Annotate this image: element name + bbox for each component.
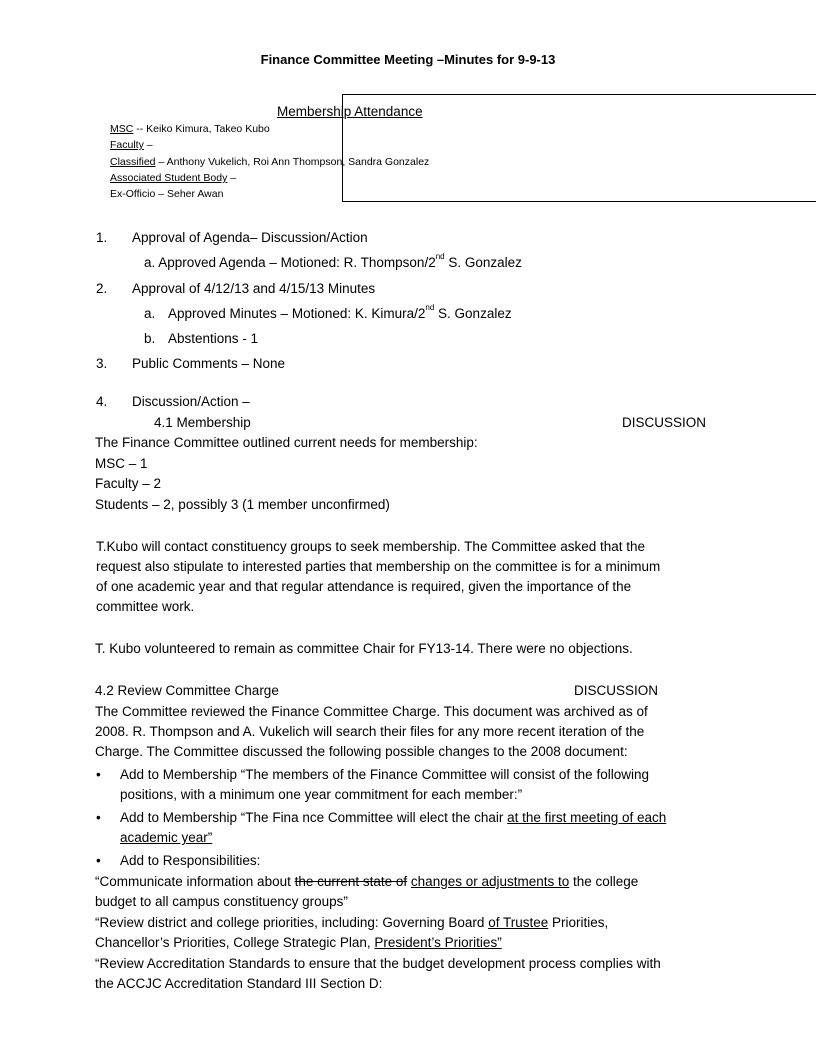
quote-line: budget to all campus constituency groups” xyxy=(95,894,348,909)
item-4-number: 4. xyxy=(96,394,108,409)
quote-line: “Review Accreditation Standards to ensure that the budget development process complies with xyxy=(95,956,661,971)
section-4-2-heading: 4.2 Review Committee Charge xyxy=(95,683,279,698)
membership-need: Faculty – 2 xyxy=(95,476,162,491)
document-title: Finance Committee Meeting –Minutes for 9-9-13 xyxy=(260,52,556,67)
quote-line: Chancellor’s Priorities, College Strategic Plan, President’s Priorities” xyxy=(95,935,502,950)
membership-intro: The Finance Committee outlined current needs for membership: xyxy=(95,435,478,450)
item-4-text: Discussion/Action – xyxy=(132,394,250,409)
attendance-label: MSC xyxy=(110,123,134,135)
paragraph-line: of one academic year and that regular attendance is required, given the importance of the xyxy=(96,579,632,594)
item-2b-letter: b. xyxy=(144,331,156,346)
item-2b-text: Abstentions - 1 xyxy=(168,331,259,346)
attendance-line-faculty xyxy=(110,139,153,151)
attendance-label: Classified xyxy=(110,156,156,168)
attendance-names: Ex-Officio – Seher Awan xyxy=(110,188,224,200)
bullet-text: Add to Membership “The Fina nce Committee will elect the chair at the first meeting of each xyxy=(120,810,667,825)
attendance-line-asb xyxy=(110,172,236,184)
attendance-label: Associated Student Body xyxy=(110,172,228,184)
section-4-1-heading: 4.1 Membership xyxy=(154,415,251,430)
bullet-text: Add to Membership “The members of the Finance Committee will consist of the following xyxy=(120,767,649,782)
item-1-number: 1. xyxy=(96,230,108,245)
quote-line: “Communicate information about the current state of changes or adjustments to the college xyxy=(95,874,639,889)
bullet-text: academic year” xyxy=(120,830,213,845)
item-2-text: Approval of 4/12/13 and 4/15/13 Minutes xyxy=(132,281,376,296)
attendance-names: -- Keiko Kimura, Takeo Kubo xyxy=(133,123,270,135)
paragraph-line: 2008. R. Thompson and A. Vukelich will search their files for any more recent iteration of the xyxy=(95,724,645,739)
item-2a-letter: a. xyxy=(144,306,156,321)
paragraph-line: committee work. xyxy=(96,599,195,614)
item-1a-text: a. Approved Agenda – Motioned: R. Thompson/2nd S. Gonzalez xyxy=(144,252,522,270)
paragraph-line: request also stipulate to interested parties that membership on the committee is for a minimum xyxy=(96,559,661,574)
attendance-line-classified xyxy=(110,156,429,168)
bullet-text: Add to Responsibilities: xyxy=(120,853,261,868)
attendance-names: – xyxy=(143,139,153,151)
attendance-line-msc xyxy=(110,123,270,135)
item-2-number: 2. xyxy=(96,281,108,296)
paragraph-line: Charge. The Committee discussed the following possible changes to the 2008 document: xyxy=(95,744,628,759)
section-4-2-tag: DISCUSSION xyxy=(574,683,659,698)
bullet-icon: • xyxy=(96,767,101,782)
section-4-1-tag: DISCUSSION xyxy=(622,415,707,430)
membership-need: MSC – 1 xyxy=(95,456,148,471)
attendance-line-ex-officio xyxy=(110,188,223,200)
attendance-heading: Membership Attendance xyxy=(277,104,423,119)
paragraph-line: T.Kubo will contact constituency groups to seek membership. The Committee asked that the xyxy=(96,539,646,554)
bullet-icon: • xyxy=(96,853,101,868)
chair-paragraph: T. Kubo volunteered to remain as committee Chair for FY13-14. There were no objections. xyxy=(95,641,633,656)
item-3-number: 3. xyxy=(96,356,108,371)
attendance-label: Faculty xyxy=(110,139,144,151)
item-1-text: Approval of Agenda– Discussion/Action xyxy=(132,230,368,245)
quote-line: the ACCJC Accreditation Standard III Section D: xyxy=(95,976,383,991)
bullet-icon: • xyxy=(96,810,101,825)
paragraph-line: The Committee reviewed the Finance Committee Charge. This document was archived as of xyxy=(95,704,648,719)
quote-line: “Review district and college priorities, including: Governing Board of Trustee Priorities, xyxy=(95,915,609,930)
membership-need: Students – 2, possibly 3 (1 member unconfirmed) xyxy=(95,497,390,512)
item-3-text: Public Comments – None xyxy=(132,356,286,371)
item-2a-text: Approved Minutes – Motioned: K. Kimura/2nd S. Gonzalez xyxy=(168,303,512,321)
bullet-text: positions, with a minimum one year commitment for each member:” xyxy=(120,787,523,802)
attendance-names: – xyxy=(227,172,237,184)
attendance-names: – Anthony Vukelich, Roi Ann Thompson, Sandra Gonzalez xyxy=(155,156,430,168)
